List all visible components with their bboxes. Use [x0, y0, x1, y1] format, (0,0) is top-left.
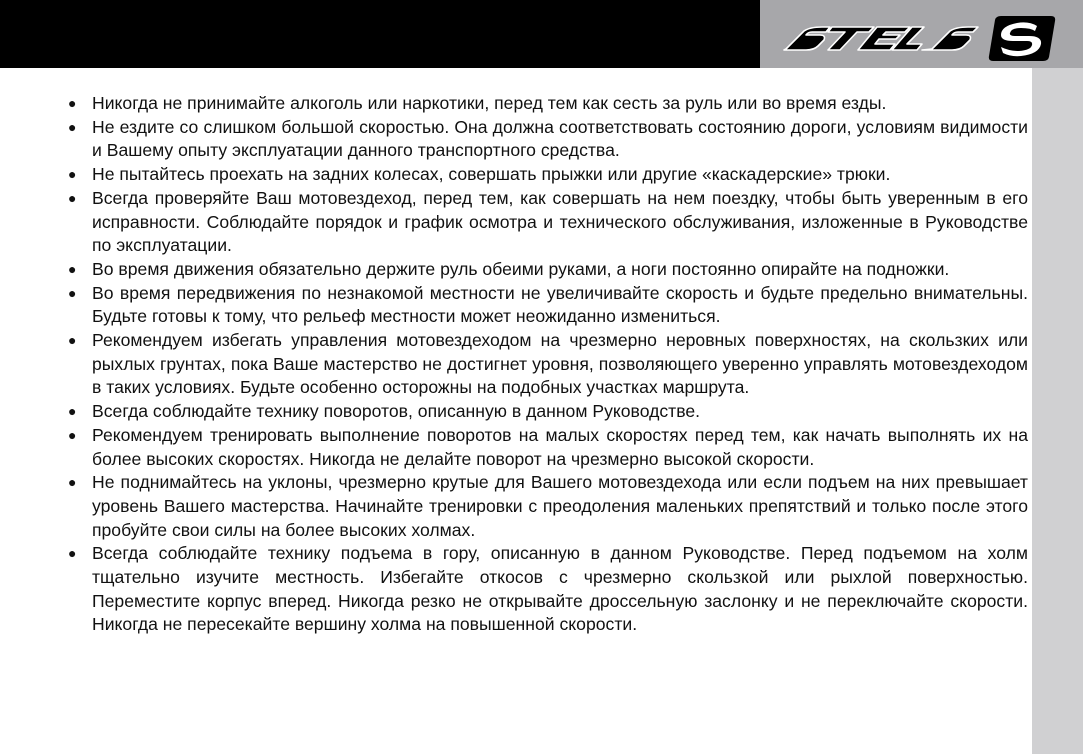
- list-item: [66, 424, 1028, 471]
- bullet-icon: ●: [68, 426, 77, 443]
- list-item-text: Не поднимайтесь на уклоны, чрезмерно крутые для Вашего мотовездехода или если подъем на них превышает уровень Вашего мастерства. Начинайте тренировки с преодоления маленьких препятствий и только после этого пробуйте свои силы на более высоких холмах.: [92, 472, 1028, 540]
- list-item-text: Не пытайтесь проехать на задних колесах, совершать прыжки или другие «каскадерские» трюки.: [92, 164, 891, 185]
- bullet-icon: ●: [68, 545, 77, 562]
- list-item-text: Не ездите со слишком большой скоростью. Она должна соответствовать состоянию дороги, условиям видимости и Вашему опыту эксплуатации данного транспортного средства.: [92, 116, 1028, 161]
- list-item-text: Во время движения обязательно держите руль обеими руками, а ноги постоянно опирайте на подножки.: [92, 258, 950, 279]
- list-item-text: Во время передвижения по незнакомой местности не увеличивайте скорость и будьте предельно внимательны. Будьте готовы к тому, что рельеф местности может неожиданно измениться.: [92, 282, 1028, 327]
- header-black-bar: [0, 0, 760, 68]
- bullet-icon: ●: [68, 332, 77, 349]
- bullet-icon: ●: [68, 474, 77, 491]
- list-item-text: Никогда не принимайте алкоголь или наркотики, перед тем как сесть за руль или во время езды.: [92, 93, 887, 113]
- list-item: [66, 471, 1028, 542]
- bullet-icon: ●: [68, 284, 77, 301]
- bullet-icon: ●: [68, 260, 77, 277]
- list-item: [66, 116, 1028, 163]
- bullet-icon: ●: [68, 95, 77, 111]
- list-item: [66, 400, 1028, 424]
- page-side-strip: [1032, 68, 1083, 754]
- bullet-icon: ●: [68, 403, 77, 420]
- stels-s-badge-logo: [987, 13, 1057, 63]
- list-item: [66, 187, 1028, 258]
- list-item: [66, 258, 1028, 282]
- bullet-icon: ●: [68, 166, 77, 183]
- list-item-text: Всегда проверяйте Ваш мотовездеход, перед тем, как совершать на нем поездку, чтобы быть уверенным в его исправности. Соблюдайте порядок и график осмотра и технического обслуживания, изложенные в Руководстве по эксплуатации.: [92, 187, 1028, 256]
- list-item: [66, 282, 1028, 329]
- list-item-text: Всегда соблюдайте технику подъема в гору, описанную в данном Руководстве. Перед подъемом на холм тщательно изучите местность. Избегайте откосов с чрезмерно скользкой или рыхлой поверхностью. Переместите корпус вперед. Никогда резко не открывайте дроссельную заслонку и не переключайте скорости. Никогда не пересекайте вершину холма на повышенной скорости.: [92, 543, 1028, 635]
- list-item-text: Рекомендуем тренировать выполнение поворотов на малых скоростях перед тем, как начать выполнять их на более высоких скоростях. Никогда не делайте поворот на чрезмерно высокой скорости.: [92, 424, 1028, 469]
- bullet-icon: ●: [68, 118, 77, 135]
- list-item-text: Всегда соблюдайте технику поворотов, описанную в данном Руководстве.: [92, 401, 701, 422]
- stels-wordmark-logo: [782, 22, 980, 54]
- list-item: [66, 542, 1028, 637]
- bullet-icon: ●: [68, 189, 77, 206]
- list-item-text: Рекомендуем избегать управления мотовездеходом на чрезмерно неровных поверхностях, на скользких или рыхлых грунтах, пока Ваше мастерство не достигнет уровня, позволяющего уверенно управлять мотовездеходом в таких условиях. Будьте особенно осторожны на подобных участках маршрута.: [92, 330, 1028, 398]
- list-item: [66, 329, 1028, 400]
- list-item: [66, 92, 1028, 116]
- safety-rules-list: [66, 92, 1028, 637]
- list-item: [66, 163, 1028, 187]
